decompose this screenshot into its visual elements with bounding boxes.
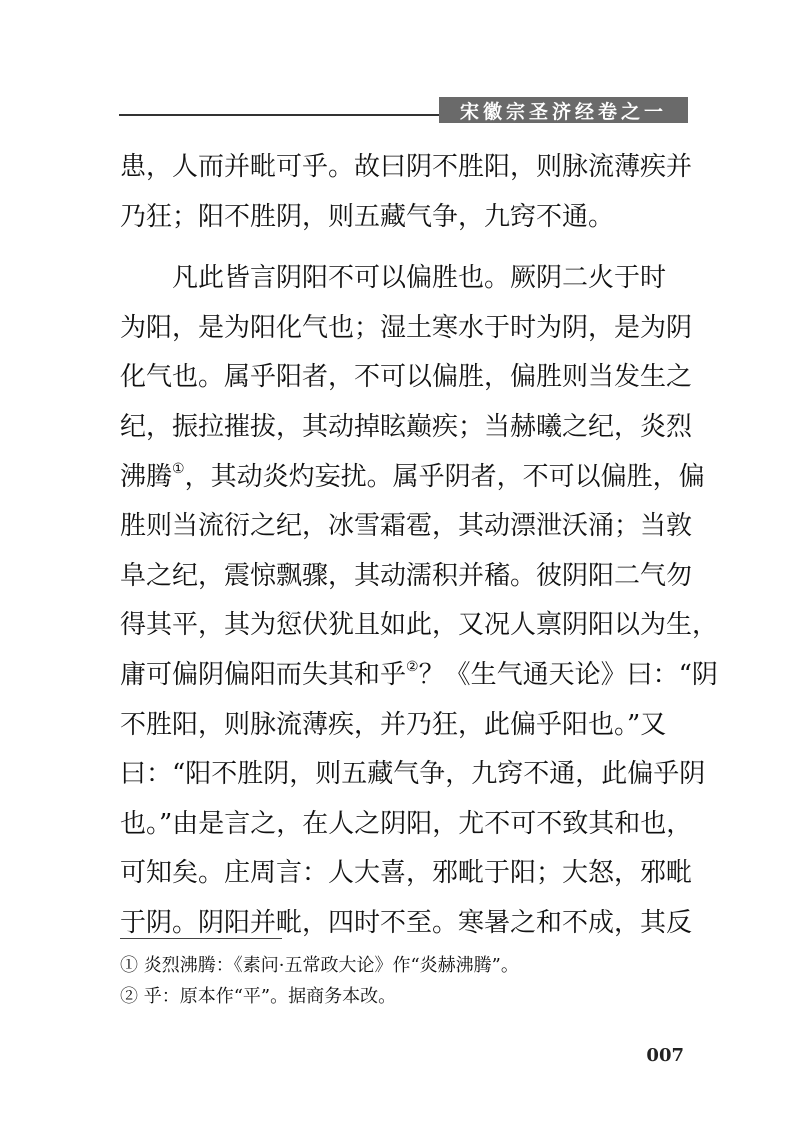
text-line: 得其平，其为愆伏犹且如此，又况人禀阴阳以为生， [120, 610, 719, 641]
text-line: 化气也。属乎阳者，不可以偏胜，偏胜则当发生之 [120, 362, 693, 393]
text-line: 可知矣。庄周言：人大喜，邪毗于阳；大怒，邪毗 [120, 858, 693, 889]
footnote-marker[interactable]: ① [172, 460, 185, 477]
text-segment: 沸腾 [120, 461, 173, 492]
text-line: 乃狂；阳不胜阴，则五藏气争，九窍不通。 [120, 201, 615, 232]
running-header-title: 宋徽宗圣济经卷之一 [459, 100, 667, 123]
text-line: 阜之纪，震惊飘骤，其动濡积并稸。彼阴阳二气勿 [120, 560, 693, 591]
text-line: 也。”由是言之，在人之阴阳，尤不可不致其和也， [120, 808, 693, 839]
text-line: 不胜阳，则脉流薄疾，并乃狂，此偏乎阳也。”又 [120, 709, 667, 740]
text-line: 于阴。阴阳并毗，四时不至。寒暑之和不成，其反 [120, 907, 693, 938]
text-line [120, 460, 705, 514]
text-segment: 庸可偏阴偏阳而失其和乎 [120, 659, 407, 690]
text-line: 纪，振拉摧拔，其动掉眩巅疾；当赫曦之纪，炎烈 [120, 411, 693, 442]
body-text [120, 152, 719, 960]
footnotes [120, 957, 686, 1019]
footnote-marker[interactable]: ② [406, 658, 419, 675]
text-line: 为阳，是为阳化气也；湿土寒水于时为阴，是为阴 [120, 312, 693, 343]
page-number: 007 [646, 1045, 684, 1066]
footnote: ① 炎烈沸腾：《素问·五常政大论》作“炎赫沸腾”。 [120, 955, 519, 976]
text-line [120, 658, 718, 712]
text-line: 曰：“阳不胜阴，则五藏气争，九窍不通，此偏乎阴 [120, 759, 706, 790]
text-line: 凡此皆言阴阳不可以偏胜也。厥阴二火于时 [120, 263, 667, 294]
text-segment: ？《生气通天论》曰：“阴 [418, 659, 718, 690]
text-line: 患，人而并毗可乎。故曰阴不胜阳，则脉流薄疾并 [120, 152, 693, 182]
text-line: 胜则当流衍之纪，冰雪霜雹，其动漂泄沃涌；当敦 [120, 511, 693, 542]
running-header [439, 97, 688, 123]
footnote: ② 乎：原本作“平”。据商务本改。 [120, 986, 397, 1007]
text-segment: ，其动炎灼妄扰。属乎阴者，不可以偏胜，偏 [184, 461, 705, 492]
footnote-separator [120, 938, 282, 939]
